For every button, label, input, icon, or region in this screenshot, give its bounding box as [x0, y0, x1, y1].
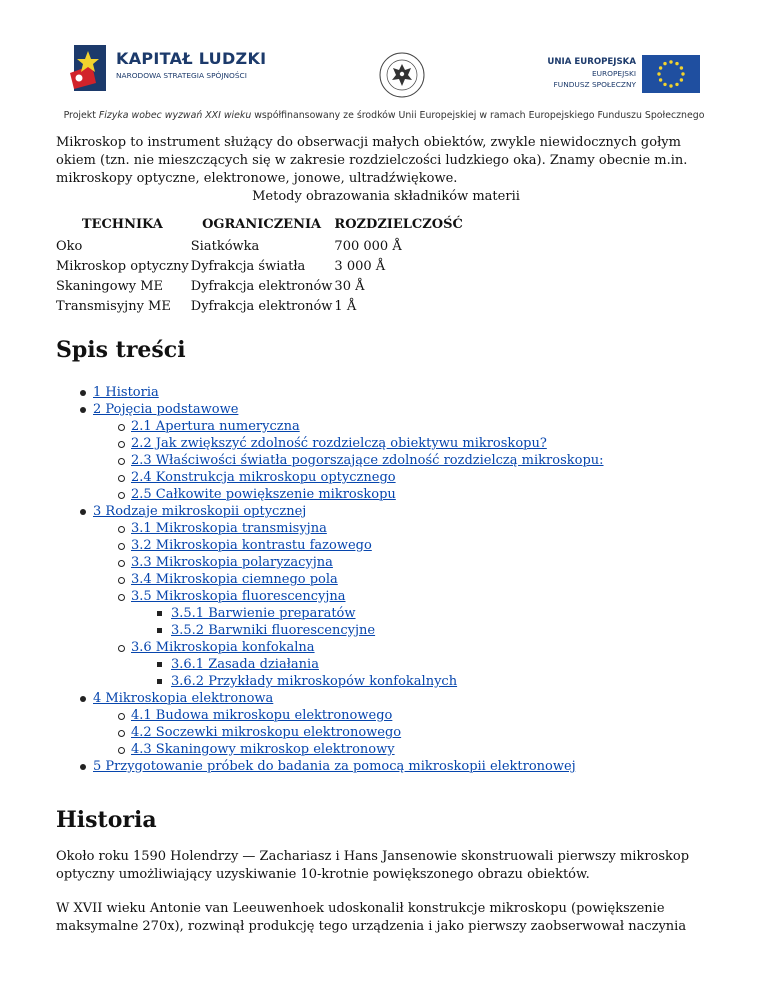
toc-link-przygotowanie[interactable]: 5 Przygotowanie próbek do badania za pomocą mikroskopii elektronowej: [93, 759, 576, 774]
table-row: [56, 297, 465, 317]
eu-star-icon: [659, 78, 662, 81]
bullet-circle-icon: [118, 730, 125, 737]
toc-link[interactable]: 2.2 Jak zwiększyć zdolność rozdzielczą obiektywu mikroskopu?: [131, 436, 547, 451]
toc-item: [56, 588, 604, 605]
bullet-circle-icon: [118, 594, 125, 601]
toc-item: [56, 384, 604, 401]
header-banner: [0, 0, 768, 130]
toc-link[interactable]: 2.5 Całkowite powiększenie mikroskopu: [131, 487, 396, 502]
bullet-circle-icon: [118, 713, 125, 720]
eu-star-icon: [669, 84, 672, 87]
table-cell: Transmisyjny ME: [56, 299, 171, 314]
toc-link[interactable]: 4.3 Skaningowy mikroskop elektronowy: [131, 742, 395, 757]
table-cell: Skaningowy ME: [56, 279, 163, 294]
table-row: [56, 277, 465, 297]
toc-item: [56, 690, 604, 707]
bullet-circle-icon: [118, 424, 125, 431]
bullet-disc-icon: [80, 407, 86, 413]
toc-link[interactable]: 3.5 Mikroskopia fluorescencyjna: [131, 589, 346, 604]
eu-flag-icon: [642, 55, 700, 93]
project-prefix: Projekt: [63, 110, 99, 121]
table-cell: Oko: [56, 239, 83, 254]
toc-link[interactable]: 4.1 Budowa mikroskopu elektronowego: [131, 708, 393, 723]
toc-item: [56, 707, 604, 724]
table-cell: Dyfrakcja elektronów: [190, 299, 333, 314]
bullet-square-icon: [157, 679, 162, 684]
header-ograniczenia: OGRANICZENIA: [202, 217, 322, 232]
table-cell: Dyfrakcja elektronów: [190, 279, 333, 294]
bullet-circle-icon: [118, 543, 125, 550]
university-seal-icon: [378, 50, 426, 100]
eu-line-3: FUNDUSZ SPOŁECZNY: [553, 80, 636, 89]
toc-item: [56, 401, 604, 418]
table-cell: 700 000 Å: [334, 239, 402, 254]
toc-item: [56, 605, 604, 622]
eu-star-icon: [663, 83, 666, 86]
table-row: [56, 237, 465, 257]
bullet-circle-icon: [118, 526, 125, 533]
toc-item: [56, 435, 604, 452]
table-cell: 3 000 Å: [334, 259, 386, 274]
toc-link[interactable]: 2.3 Właściwości światła pogorszające zdolność rozdzielczą mikroskopu:: [131, 453, 604, 468]
toc-link[interactable]: 2.1 Apertura numeryczna: [131, 419, 300, 434]
toc-item: [56, 503, 604, 520]
project-title: Fizyka wobec wyzwań XXI wieku: [98, 110, 252, 121]
bullet-square-icon: [157, 611, 162, 616]
toc-link[interactable]: 3.5.2 Barwniki fluorescencyjne: [171, 623, 376, 638]
toc-link[interactable]: 3.1 Mikroskopia transmisyjna: [131, 521, 327, 536]
toc-link[interactable]: 3.3 Mikroskopia polaryzacyjna: [131, 555, 333, 570]
toc-item: [56, 571, 604, 588]
toc-item: [56, 741, 604, 758]
table-cell: 30 Å: [334, 279, 365, 294]
eu-title: UNIA EUROPEJSKA: [547, 57, 636, 67]
table-caption: Metody obrazowania składników materii: [252, 189, 520, 204]
history-paragraph-1: Około roku 1590 Holendrzy — Zachariasz i Hans Jansenowie skonstruowali pierwszy mikroskop optyczny umożliwiający uzyskiwanie 10-krotnie powiększonego obrazu obiektów.: [56, 849, 690, 882]
eu-star-icon: [675, 62, 678, 65]
bullet-square-icon: [157, 628, 162, 633]
toc-link[interactable]: 3.2 Mikroskopia kontrastu fazowego: [131, 538, 372, 553]
kapital-ludzki-title: KAPITAŁ LUDZKI: [116, 49, 267, 68]
eu-star-icon: [669, 60, 672, 63]
imaging-methods-table: [56, 215, 465, 317]
toc-item: [56, 639, 604, 656]
toc-link[interactable]: 3.5.1 Barwienie preparatów: [171, 606, 356, 621]
toc-link-historia[interactable]: 1 Historia: [93, 385, 159, 400]
toc-item: [56, 418, 604, 435]
toc-item: [56, 554, 604, 571]
table-cell: Siatkówka: [190, 239, 260, 254]
eu-logo-text: [547, 57, 636, 90]
table-header-row: [56, 215, 465, 237]
toc-item: [56, 520, 604, 537]
project-statement: [0, 110, 768, 121]
project-suffix: współfinansowany ze środków Unii Europejskiej w ramach Europejskiego Funduszu Społecznego: [251, 110, 705, 121]
toc-link[interactable]: 4.2 Soczewki mikroskopu elektronowego: [131, 725, 402, 740]
toc-item: [56, 724, 604, 741]
history-heading: Historia: [56, 807, 157, 833]
toc-item: [56, 656, 604, 673]
toc-link-rodzaje[interactable]: 3 Rodzaje mikroskopii optycznej: [93, 504, 307, 519]
table-of-contents: [56, 384, 604, 775]
bullet-circle-icon: [118, 475, 125, 482]
history-paragraph-2: W XVII wieku Antonie van Leeuwenhoek udoskonalił konstrukcje mikroskopu (powiększenie maksymalne 270x), rozwinął produkcję tego urządzenia i jako pierwszy zaobserwował naczynia: [56, 901, 687, 934]
eu-star-icon: [663, 62, 666, 65]
toc-item: [56, 673, 604, 690]
bullet-circle-icon: [118, 492, 125, 499]
kapital-ludzki-logo: [66, 43, 266, 95]
eu-star-icon: [681, 72, 684, 75]
table-cell: Dyfrakcja światła: [190, 259, 306, 274]
toc-link[interactable]: 3.6.1 Zasada działania: [171, 657, 319, 672]
table-cell: Mikroskop optyczny: [56, 259, 189, 274]
toc-link[interactable]: 2.4 Konstrukcja mikroskopu optycznego: [131, 470, 396, 485]
eu-star-icon: [680, 66, 683, 69]
bullet-disc-icon: [80, 509, 86, 515]
bullet-circle-icon: [118, 645, 125, 652]
kapital-ludzki-subtitle: NARODOWA STRATEGIA SPÓJNOŚCI: [116, 71, 247, 80]
bullet-disc-icon: [80, 764, 86, 770]
toc-item: [56, 469, 604, 486]
toc-link-elektronowa[interactable]: 4 Mikroskopia elektronowa: [93, 691, 274, 706]
toc-item: [56, 622, 604, 639]
header-technika: TECHNIKA: [81, 217, 163, 232]
toc-heading: Spis treści: [56, 337, 186, 363]
bullet-circle-icon: [118, 747, 125, 754]
toc-link[interactable]: 3.4 Mikroskopia ciemnego pola: [131, 572, 338, 587]
bullet-circle-icon: [118, 560, 125, 567]
eu-star-icon: [657, 72, 660, 75]
eu-line-2: EUROPEJSKI: [591, 69, 636, 78]
bullet-circle-icon: [118, 577, 125, 584]
kapital-ludzki-emblem-icon: [66, 43, 112, 95]
bullet-disc-icon: [80, 696, 86, 702]
toc-link[interactable]: 3.6 Mikroskopia konfokalna: [131, 640, 315, 655]
article-body: [56, 134, 716, 934]
toc-item: [56, 758, 604, 775]
eu-star-icon: [659, 66, 662, 69]
eu-star-icon: [680, 78, 683, 81]
bullet-square-icon: [157, 662, 162, 667]
table-cell: 1 Å: [334, 299, 357, 314]
bullet-circle-icon: [118, 441, 125, 448]
intro-paragraph: Mikroskop to instrument służący do obserwacji małych obiektów, zwykle niewidocznych gołym okiem (tzn. nie mieszczących się w zakresie rozdzielczości ludzkiego oka). Znamy obecnie m.in. mikroskopy optyczne, elektronowe, jonowe, ultradźwiękowe.: [56, 135, 688, 186]
bullet-disc-icon: [80, 390, 86, 396]
header-rozdzielczosc: ROZDZIELCZOŚĆ: [334, 217, 463, 232]
toc-item: [56, 452, 604, 469]
toc-link[interactable]: 3.6.2 Przykłady mikroskopów konfokalnych: [171, 674, 458, 689]
table-row: [56, 257, 465, 277]
eu-logo: [540, 55, 700, 95]
bullet-circle-icon: [118, 458, 125, 465]
toc-item: [56, 486, 604, 503]
eu-star-icon: [675, 83, 678, 86]
toc-link-pojecia[interactable]: 2 Pojęcia podstawowe: [93, 402, 239, 417]
toc-item: [56, 537, 604, 554]
